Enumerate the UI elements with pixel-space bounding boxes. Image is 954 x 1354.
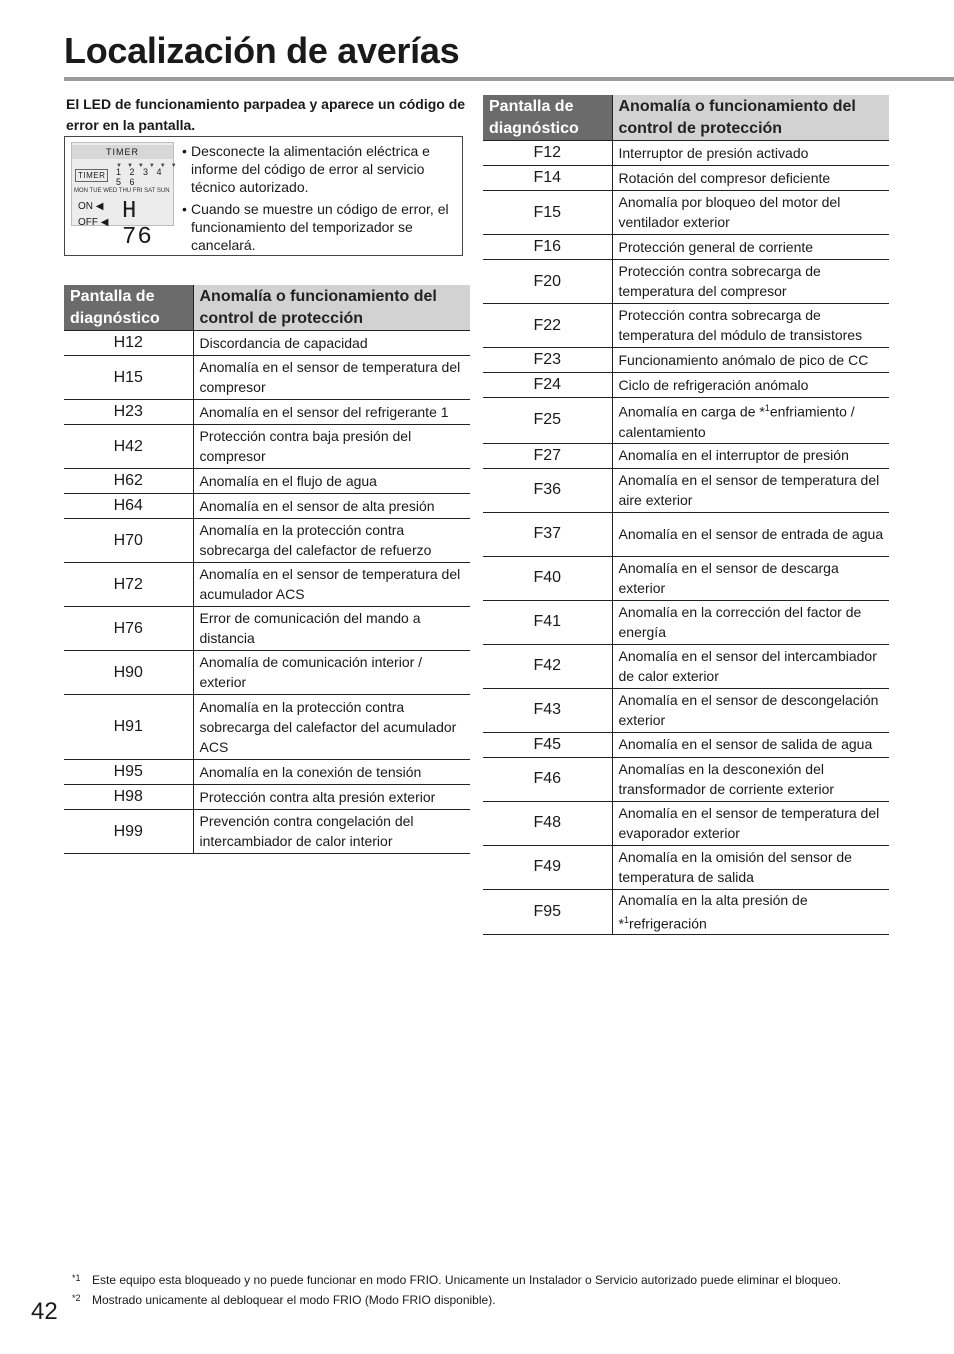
description-cell [193, 563, 470, 607]
description-cell [193, 695, 470, 760]
footnote-ref: 1 [764, 403, 770, 413]
diagnostic-code: H12 [64, 331, 193, 356]
table-row [483, 260, 889, 304]
table-row [64, 607, 470, 651]
description-text: Anomalía en la alta presión de * [618, 891, 808, 932]
description-cell [193, 519, 470, 563]
table-row [483, 889, 889, 935]
description-cell [612, 166, 889, 191]
table-row [483, 443, 889, 468]
table-row [483, 732, 889, 757]
table-row [483, 757, 889, 801]
table-row [483, 191, 889, 235]
table-row [64, 785, 470, 810]
footnote-text: Este equipo esta bloqueado y no puede funcionar en modo FRIO. Unicamente un Instalador o Servicio autorizado puede eliminar el bloqueo. [92, 1273, 842, 1287]
table-row [483, 166, 889, 191]
display-timer-numbers: 1 2 3 4 5 6 [116, 167, 165, 187]
description-text: Discordancia de capacidad [199, 334, 368, 351]
description-text: Funcionamiento anómalo de pico de CC [618, 351, 869, 368]
diagnostic-table-right [483, 95, 889, 935]
diagnostic-code: H62 [64, 469, 193, 494]
description-text: Anomalía en el interruptor de presión [618, 447, 849, 464]
description-cell [193, 494, 470, 519]
display-off-label: OFF [78, 217, 98, 228]
table-row [483, 644, 889, 688]
diagnostic-code: H70 [64, 519, 193, 563]
table-row [483, 373, 889, 398]
arrow-left-icon: ◀ [95, 201, 104, 212]
description-cell [612, 260, 889, 304]
description-cell [193, 356, 470, 400]
table-row [483, 348, 889, 373]
description-cell [612, 644, 889, 688]
diagnostic-code: F20 [483, 260, 612, 304]
description-text: Protección contra alta presión exterior [199, 788, 436, 805]
table-row [64, 651, 470, 695]
description-cell [612, 732, 889, 757]
description-cell [612, 468, 889, 512]
diagnostic-table-left [64, 285, 470, 854]
description-cell [612, 600, 889, 644]
footnote-mark: *1 [72, 1273, 81, 1283]
description-cell [193, 425, 470, 469]
description-text: refrigeración [628, 915, 707, 932]
description-cell [612, 191, 889, 235]
description-text: Anomalía en la omisión del sensor de temperatura de salida [618, 848, 852, 885]
table-row [64, 331, 470, 356]
table-header-row [483, 95, 889, 141]
diagnostic-code: H42 [64, 425, 193, 469]
diagnostic-code: F24 [483, 373, 612, 398]
description-cell [193, 469, 470, 494]
description-cell [612, 443, 889, 468]
diagnostic-code: H64 [64, 494, 193, 519]
description-text: Anomalía en el sensor de entrada de agua [618, 525, 884, 542]
diagnostic-code: F48 [483, 801, 612, 845]
description-text: Anomalía en el sensor de salida de agua [618, 736, 873, 753]
diagnostic-code: F36 [483, 468, 612, 512]
description-text: Anomalía en el flujo de agua [199, 472, 377, 489]
diagnostic-code: H95 [64, 760, 193, 785]
table-row [483, 141, 889, 166]
description-text: Anomalía en la protección contra sobrecarga del calefactor del acumulador ACS [199, 698, 457, 755]
description-cell [612, 556, 889, 600]
title-rule [64, 77, 954, 81]
description-text: Anomalía de comunicación interior / exterior [199, 654, 423, 690]
description-cell [612, 141, 889, 166]
diagnostic-code: F40 [483, 556, 612, 600]
intro-text: El LED de funcionamiento parpadea y aparece un código de error en la pantalla. [66, 96, 466, 133]
table-row [483, 235, 889, 260]
description-cell [612, 235, 889, 260]
table-row [64, 494, 470, 519]
description-text: Anomalía en el sensor del refrigerante 1 [199, 403, 449, 420]
description-text: Error de comunicación del mando a distancia [199, 610, 421, 646]
display-error-code: H 76 [122, 198, 153, 251]
description-cell [193, 651, 470, 695]
description-cell [193, 400, 470, 425]
table-row [64, 519, 470, 563]
description-text: Anomalía en el sensor de temperatura del aire exterior [618, 471, 880, 508]
description-cell [193, 810, 470, 854]
diagnostic-code: F49 [483, 845, 612, 889]
instruction-list [182, 142, 458, 258]
description-cell [612, 845, 889, 889]
diagnostic-code: F14 [483, 166, 612, 191]
description-text: Anomalía en el sensor de descongelación exterior [618, 691, 879, 728]
footnote [72, 1290, 942, 1310]
diagnostic-code: F15 [483, 191, 612, 235]
description-text: Anomalía en el sensor del intercambiador de calor exterior [618, 647, 877, 684]
description-cell [612, 757, 889, 801]
description-text: Rotación del compresor deficiente [618, 169, 831, 186]
diagnostic-code: F95 [483, 889, 612, 935]
footnote-mark: *2 [72, 1293, 81, 1303]
description-text: Anomalía en el sensor de descarga exterior [618, 559, 839, 596]
table-header-row [64, 285, 470, 331]
description-text: Prevención contra congelación del intercambiador de calor interior [199, 813, 414, 849]
description-text: Anomalía en la protección contra sobrecarga del calefactor de refuerzo [199, 522, 432, 558]
description-text: Protección contra baja presión del compresor [199, 428, 412, 464]
description-text: Protección contra sobrecarga de temperatura del módulo de transistores [618, 307, 863, 343]
description-text: Anomalía en carga de * [618, 403, 765, 420]
description-cell [193, 607, 470, 651]
diagnostic-code: H91 [64, 695, 193, 760]
table-row [483, 512, 889, 556]
diagnostic-code: H98 [64, 785, 193, 810]
description-cell [193, 331, 470, 356]
table-row [483, 468, 889, 512]
header-code: Pantalla de diagnóstico [64, 285, 193, 331]
description-cell [612, 801, 889, 845]
description-text: Anomalía por bloqueo del motor del ventilador exterior [618, 194, 841, 230]
instruction-item: • Desconecte la alimentación eléctrica e informe del código de error al servicio técnico autorizado. [182, 142, 458, 196]
diagnostic-code: F22 [483, 304, 612, 348]
description-cell [193, 785, 470, 810]
diagnostic-code: H72 [64, 563, 193, 607]
description-text: Anomalías en la desconexión del transformador de corriente exterior [618, 760, 835, 797]
table-row [64, 695, 470, 760]
description-cell [193, 760, 470, 785]
table-row [483, 556, 889, 600]
diagnostic-code: F25 [483, 398, 612, 444]
diagnostic-code: F37 [483, 512, 612, 556]
footnote-ref: 1 [623, 914, 629, 925]
table-row [64, 563, 470, 607]
diagnostic-code: H90 [64, 651, 193, 695]
display-off-row [78, 217, 108, 228]
display-days: MON TUE WED THU FRI SAT SUN [74, 188, 170, 194]
page-title: Localización de averías [64, 30, 460, 71]
diagnostic-code: F46 [483, 757, 612, 801]
table-row [483, 600, 889, 644]
page-number: 42 [31, 1298, 58, 1325]
diagnostic-code: F45 [483, 732, 612, 757]
table-row [483, 398, 889, 444]
diagnostic-code: F42 [483, 644, 612, 688]
description-text: Anomalía en el sensor de alta presión [199, 497, 435, 514]
display-timer-label: TIMER [72, 145, 173, 159]
table-row [483, 304, 889, 348]
diagnostic-code: H15 [64, 356, 193, 400]
diagnostic-code: F16 [483, 235, 612, 260]
info-box [64, 136, 463, 256]
timer-arrows-icon: ▼▼▼▼▼▼ [116, 163, 182, 169]
header-description: Anomalía o funcionamiento del control de protección [193, 285, 470, 331]
remote-display-illustration [71, 142, 182, 251]
table-row [64, 356, 470, 400]
footnotes [72, 1270, 942, 1310]
diagnostic-code: F43 [483, 688, 612, 732]
description-text: Anomalía en el sensor de temperatura del acumulador ACS [199, 566, 461, 602]
footnote-text: Mostrado unicamente al debloquear el modo FRIO (Modo FRIO disponible). [92, 1293, 496, 1307]
diagnostic-code: H76 [64, 607, 193, 651]
header-description: Anomalía o funcionamiento del control de protección [612, 95, 889, 141]
diagnostic-code: H23 [64, 400, 193, 425]
description-text: Ciclo de refrigeración anómalo [618, 376, 809, 393]
description-cell [612, 512, 889, 556]
description-text: Anomalía en la corrección del factor de energía [618, 603, 862, 640]
description-text: Protección general de corriente [618, 238, 814, 255]
display-on-label: ON [78, 201, 93, 212]
description-cell [612, 688, 889, 732]
description-cell [612, 373, 889, 398]
arrow-left-icon: ◀ [100, 217, 109, 228]
description-text: Protección contra sobrecarga de temperatura del compresor [618, 263, 821, 299]
description-text: Interruptor de presión activado [618, 144, 809, 161]
diagnostic-code: H99 [64, 810, 193, 854]
table-row [64, 760, 470, 785]
description-cell [612, 889, 889, 935]
description-cell [612, 304, 889, 348]
header-code: Pantalla de diagnóstico [483, 95, 612, 141]
table-row [483, 845, 889, 889]
description-text: Anomalía en la conexión de tensión [199, 763, 422, 780]
display-timer-badge: TIMER [75, 169, 108, 182]
display-on-row [78, 201, 103, 212]
description-text: Anomalía en el sensor de temperatura del evaporador exterior [618, 804, 880, 841]
description-cell [612, 348, 889, 373]
table-row [64, 400, 470, 425]
table-row [64, 810, 470, 854]
table-row [483, 801, 889, 845]
instruction-item: • Cuando se muestre un código de error, el funcionamiento del temporizador se cancelará. [182, 200, 458, 254]
description-text: Anomalía en el sensor de temperatura del compresor [199, 359, 461, 395]
footnote [72, 1270, 942, 1290]
diagnostic-code: F23 [483, 348, 612, 373]
table-row [64, 425, 470, 469]
description-cell [612, 398, 889, 444]
table-row [483, 688, 889, 732]
diagnostic-code: F12 [483, 141, 612, 166]
diagnostic-code: F27 [483, 443, 612, 468]
table-row [64, 469, 470, 494]
diagnostic-code: F41 [483, 600, 612, 644]
description-text: enfriamiento / calentamiento [618, 403, 855, 440]
